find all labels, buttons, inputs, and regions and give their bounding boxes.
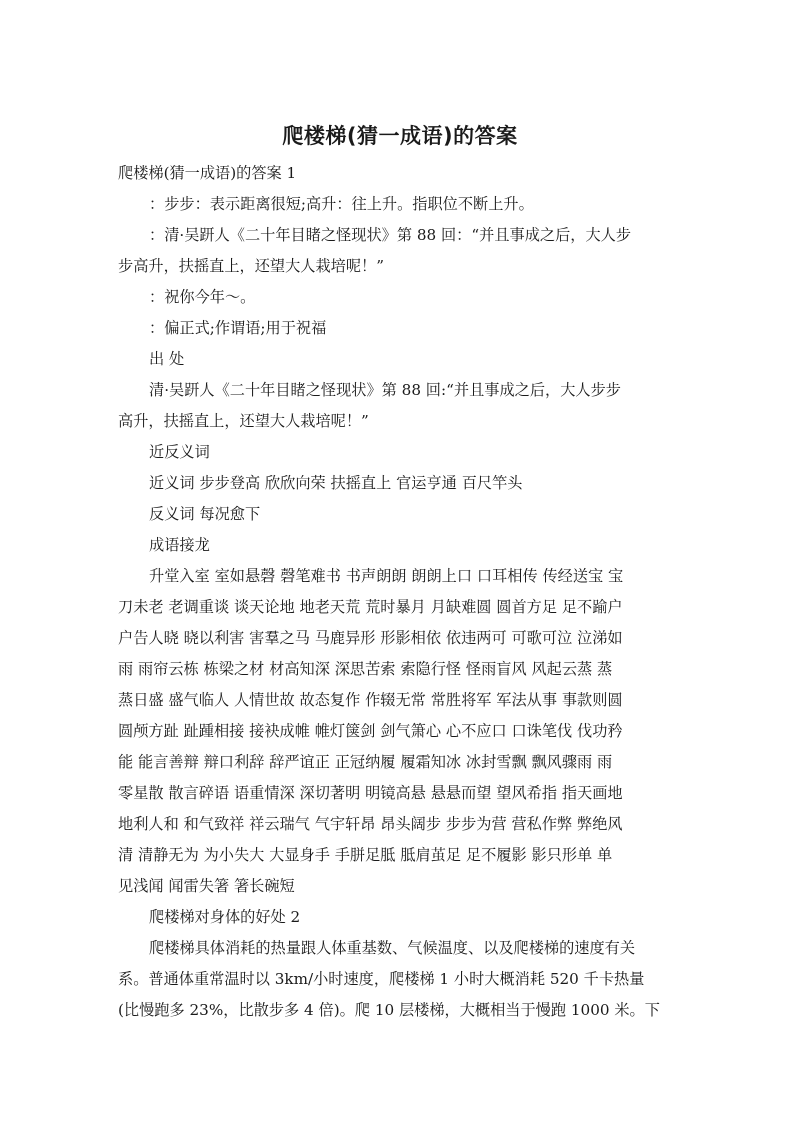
text-line: 清 清静无为 为小失大 大显身手 手胼足胝 胝肩茧足 足不履影 影只形单 单: [118, 846, 613, 864]
text-line: ：步步：表示距离很短;高升：往上升。指职位不断上升。: [149, 195, 534, 213]
text-line: ：清·吴趼人《二十年目睹之怪现状》第 88 回：“并且事成之后，大人步: [149, 226, 632, 244]
page-title: 爬楼梯(猜一成语)的答案: [282, 124, 518, 148]
text-line: 步高升，扶摇直上，还望大人栽培呢！”: [118, 257, 384, 275]
text-line: 近义词 步步登高 欣欣向荣 扶摇直上 官运亨通 百尺竿头: [149, 474, 523, 492]
text-line: 见浅闻 闻雷失箸 箸长碗短: [118, 877, 295, 895]
text-line: 出 处: [149, 350, 185, 368]
text-line: 零星散 散言碎语 语重情深 深切著明 明镜高悬 悬悬而望 望风希指 指天画地: [118, 784, 623, 802]
text-line: 爬楼梯对身体的好处 2: [149, 908, 301, 926]
text-line: 圆颅方趾 趾踵相接 接袂成帷 帷灯箧剑 剑气箫心 心不应口 口诛笔伐 伐功矜: [118, 722, 623, 740]
text-line: 成语接龙: [149, 536, 210, 554]
text-line: 蒸日盛 盛气临人 人情世故 故态复作 作辍无常 常胜将军 军法从事 事款则圆: [118, 691, 623, 709]
text-line: 反义词 每况愈下: [149, 505, 261, 523]
text-line: 爬楼梯(猜一成语)的答案 1: [118, 164, 297, 182]
text-line: 近反义词: [149, 443, 210, 461]
text-line: ：偏正式;作谓语;用于祝福: [149, 319, 327, 337]
document-body: [118, 158, 678, 1026]
text-line: 爬楼梯具体消耗的热量跟人体重基数、气候温度、以及爬楼梯的速度有关: [149, 939, 635, 957]
text-line: 户告人晓 晓以利害 害羣之马 马鹿异形 形影相依 依违两可 可歌可泣 泣涕如: [118, 629, 623, 647]
text-line: 能 能言善辩 辩口利辞 辞严谊正 正冠纳履 履霜知冰 冰封雪飘 飘风骤雨 雨: [118, 753, 613, 771]
text-line: 升堂入室 室如悬磬 磬笔难书 书声朗朗 朗朗上口 口耳相传 传经送宝 宝: [149, 567, 624, 585]
text-line: ：祝你今年～。: [149, 288, 256, 306]
text-line: 地利人和 和气致祥 祥云瑞气 气宇轩昂 昂头阔步 步步为营 营私作弊 弊绝风: [118, 815, 623, 833]
text-line: (比慢跑多 23%，比散步多 4 倍)。爬 10 层楼梯，大概相当于慢跑 1000 米。下: [118, 1001, 660, 1019]
text-line: 雨 雨帘云栋 栋梁之材 材高知深 深思苦索 索隐行怪 怪雨盲风 风起云蒸 蒸: [118, 660, 613, 678]
text-line: 高升，扶摇直上，还望大人栽培呢！”: [118, 412, 369, 430]
text-line: 系。普通体重常温时以 3km/小时速度，爬楼梯 1 小时大概消耗 520 千卡热量: [118, 970, 645, 988]
text-line: 清·吴趼人《二十年目睹之怪现状》第 88 回:“并且事成之后，大人步步: [149, 381, 621, 399]
text-line: 刀未老 老调重谈 谈天论地 地老天荒 荒时暴月 月缺难圆 圆首方足 足不踰户: [118, 598, 623, 616]
